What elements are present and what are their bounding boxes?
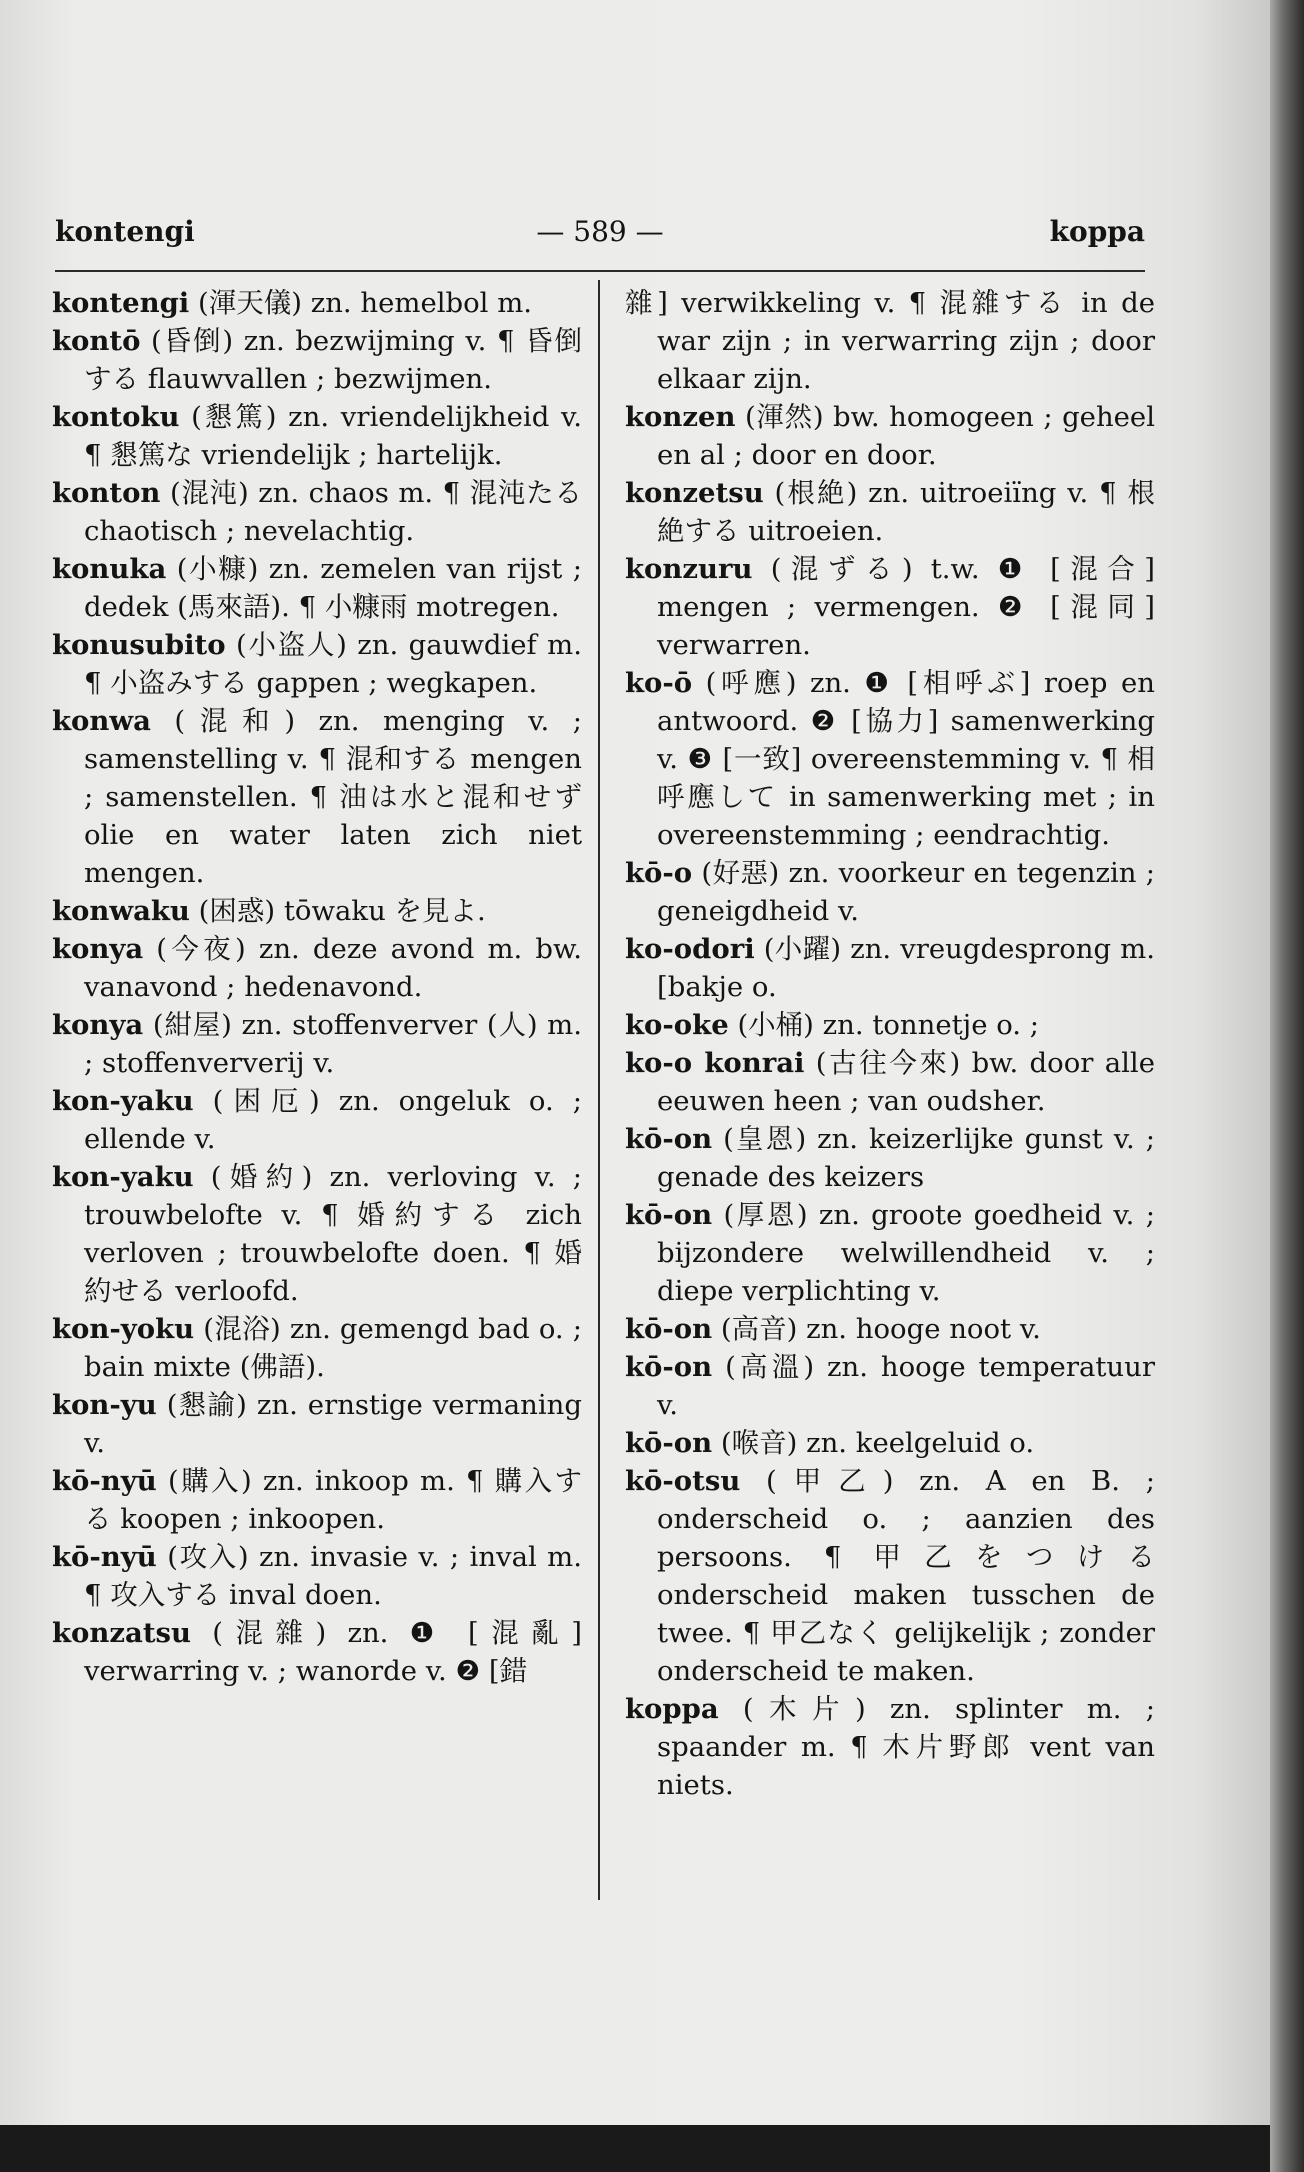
headword: konya	[52, 1009, 144, 1041]
entry-text: (好惡) zn. voorkeur en tegenzin ; geneigdheid v.	[657, 857, 1155, 927]
left-column	[52, 284, 582, 1690]
headword: koppa	[625, 1693, 719, 1725]
entry-text: (混浴) zn. gemengd bad o. ; bain mixte (佛語).	[84, 1313, 582, 1383]
entry-text: (渾然) bw. homogeen ; geheel en al ; door en door.	[657, 401, 1155, 471]
headword: konzuru	[625, 553, 753, 585]
entry-text: (皇恩) zn. keizerlijke gunst v. ; genade des keizers	[657, 1123, 1155, 1193]
headword: konzatsu	[52, 1617, 192, 1649]
entry-text: (懇諭) zn. ernstige vermaning v.	[84, 1389, 582, 1459]
headword: kō-on	[625, 1123, 713, 1155]
dictionary-entry	[52, 892, 582, 930]
entry-text: (懇篤) zn. vriendelijkheid v. ¶ 懇篤な vriendelijk ; hartelijk.	[84, 401, 582, 471]
entry-text: (昏倒) zn. bezwijming v. ¶ 昏倒する flauwvallen ; bezwijmen.	[84, 325, 582, 395]
entry-text: (困惑) tōwaku を見よ.	[189, 895, 486, 927]
entry-text: (厚恩) zn. groote goedheid v. ; bijzondere welwillendheid v. ; diepe verplichting v.	[657, 1199, 1155, 1307]
headword: kō-nyū	[52, 1465, 157, 1497]
dictionary-entry	[52, 930, 582, 1006]
headword: kō-on	[625, 1313, 713, 1345]
entry-text: 雜] verwikkeling v. ¶ 混雜する in de war zijn ; in verwarring zijn ; door elkaar zijn.	[625, 287, 1155, 395]
dictionary-entry	[52, 1310, 582, 1386]
dictionary-entry	[625, 664, 1155, 854]
headword: kontō	[52, 325, 141, 357]
dictionary-entry	[625, 854, 1155, 930]
entry-text: (攻入) zn. invasie v. ; inval m. ¶ 攻入する inval doen.	[84, 1541, 582, 1611]
dictionary-entry	[625, 1348, 1155, 1424]
entry-text: (呼應) zn. ❶ [相呼ぶ] roep en antwoord. ❷ [協力] samenwerking v. ❸ [一致] overeenstemming v. ¶ 相呼應して in samenwerking met ; in overeenstemming ; eendrachtig.	[657, 667, 1155, 851]
entry-text: (婚約) zn. verloving v. ; trouwbelofte v. ¶ 婚約する zich verloven ; trouwbelofte doen. ¶ 婚約せる verloofd.	[84, 1161, 582, 1307]
right-guide-word: koppa	[1049, 215, 1145, 248]
entry-text: (小糠) zn. zemelen van rijst ; dedek (馬來語). ¶ 小糠雨 motregen.	[84, 553, 582, 623]
entry-text: (根絶) zn. uitroeiïng v. ¶ 根絶する uitroeien.	[657, 477, 1155, 547]
headword: kō-on	[625, 1199, 713, 1231]
headword: konzetsu	[625, 477, 764, 509]
entry-text: (混和) zn. menging v. ; samenstelling v. ¶ 混和する mengen ; samenstellen. ¶ 油は水と混和せず olie en water laten zich niet mengen.	[84, 705, 582, 889]
headword: konton	[52, 477, 161, 509]
headword: kon-yaku	[52, 1085, 194, 1117]
headword: konwa	[52, 705, 151, 737]
dictionary-entry	[625, 474, 1155, 550]
entry-text: (小盗人) zn. gauwdief m. ¶ 小盗みする gappen ; wegkapen.	[84, 629, 582, 699]
entry-text: (木片) zn. splinter m. ; spaander m. ¶ 木片野郎 vent van niets.	[657, 1693, 1155, 1801]
entry-text: (混雜) zn. ❶ [混亂] verwarring v. ; wanorde v. ❷ [錯	[84, 1617, 582, 1687]
entry-text: (小桶) zn. tonnetje o. ;	[728, 1009, 1040, 1041]
dictionary-entry	[625, 398, 1155, 474]
headword: kō-o	[625, 857, 693, 889]
left-guide-word: kontengi	[55, 215, 195, 248]
entry-text: (紺屋) zn. stoffenverver (人) m. ; stoffenververij v.	[84, 1009, 582, 1079]
headword: kon-yaku	[52, 1161, 194, 1193]
dictionary-entry	[52, 398, 582, 474]
dictionary-entry	[625, 1006, 1155, 1044]
dictionary-entry	[52, 550, 582, 626]
book-spine-shadow	[1270, 0, 1304, 2172]
dictionary-entry	[52, 702, 582, 892]
entry-text: (今夜) zn. deze avond m. bw. vanavond ; hedenavond.	[84, 933, 582, 1003]
headword: kon-yoku	[52, 1313, 195, 1345]
headword: konzen	[625, 401, 736, 433]
headword: kō-on	[625, 1351, 713, 1383]
dictionary-entry	[52, 1614, 582, 1690]
entry-text: (甲乙) zn. A en B. ; onderscheid o. ; aanzien des persoons. ¶ 甲乙をつける onderscheid maken tusschen de twee. ¶ 甲乙なく gelijkelijk ; zonder onderscheid te maken.	[657, 1465, 1155, 1687]
dictionary-entry	[625, 1310, 1155, 1348]
dictionary-entry	[52, 284, 582, 322]
dictionary-entry	[52, 1158, 582, 1310]
dictionary-entry	[625, 930, 1155, 1006]
dictionary-entry	[52, 1082, 582, 1158]
page-number: — 589 —	[536, 215, 664, 248]
headword: konuka	[52, 553, 167, 585]
entry-text: (喉音) zn. keelgeluid o.	[712, 1427, 1035, 1459]
headword: ko-oke	[625, 1009, 729, 1041]
dictionary-entry	[52, 1386, 582, 1462]
headword: kon-yu	[52, 1389, 157, 1421]
dictionary-entry	[52, 1462, 582, 1538]
dictionary-entry	[625, 1690, 1155, 1804]
entry-text: (混沌) zn. chaos m. ¶ 混沌たる chaotisch ; nevelachtig.	[84, 477, 582, 547]
dictionary-entry	[625, 1044, 1155, 1120]
entry-text: (小躍) zn. vreugdesprong m. [bakje o.	[657, 933, 1155, 1003]
dictionary-entry	[625, 1120, 1155, 1196]
headword: konusubito	[52, 629, 226, 661]
dictionary-entry	[625, 1196, 1155, 1310]
headword: ko-ō	[625, 667, 693, 699]
entry-text: (古往今來) bw. door alle eeuwen heen ; van oudsher.	[657, 1047, 1155, 1117]
column-divider	[598, 280, 600, 1900]
headword: kō-otsu	[625, 1465, 741, 1497]
headword: kō-on	[625, 1427, 713, 1459]
right-column	[625, 284, 1155, 1804]
entry-text: (混ずる) t.w. ❶ [混合] mengen ; vermengen. ❷ [混同] verwarren.	[657, 553, 1155, 661]
dictionary-entry	[52, 1006, 582, 1082]
dictionary-entry	[625, 1462, 1155, 1690]
headword: kō-nyū	[52, 1541, 157, 1573]
entry-text: (高溫) zn. hooge temperatuur v.	[657, 1351, 1155, 1421]
headword: konya	[52, 933, 144, 965]
headword: ko-o konrai	[625, 1047, 805, 1079]
headword: konwaku	[52, 895, 190, 927]
header-rule	[55, 270, 1145, 272]
entry-text: (高音) zn. hooge noot v.	[712, 1313, 1041, 1345]
headword: ko-odori	[625, 933, 755, 965]
dictionary-entry	[625, 550, 1155, 664]
dictionary-entry-continuation	[625, 284, 1155, 398]
dictionary-entry	[52, 1538, 582, 1614]
entry-text: (困厄) zn. ongeluk o. ; ellende v.	[84, 1085, 582, 1155]
entry-text: (購入) zn. inkoop m. ¶ 購入する koopen ; inkoopen.	[84, 1465, 582, 1535]
entry-text: (渾天儀) zn. hemelbol m.	[189, 287, 533, 319]
dictionary-entry	[52, 474, 582, 550]
headword: kontoku	[52, 401, 180, 433]
dictionary-entry	[625, 1424, 1155, 1462]
dictionary-entry	[52, 322, 582, 398]
page-header	[55, 215, 1145, 255]
dictionary-entry	[52, 626, 582, 702]
headword: kontengi	[52, 287, 190, 319]
